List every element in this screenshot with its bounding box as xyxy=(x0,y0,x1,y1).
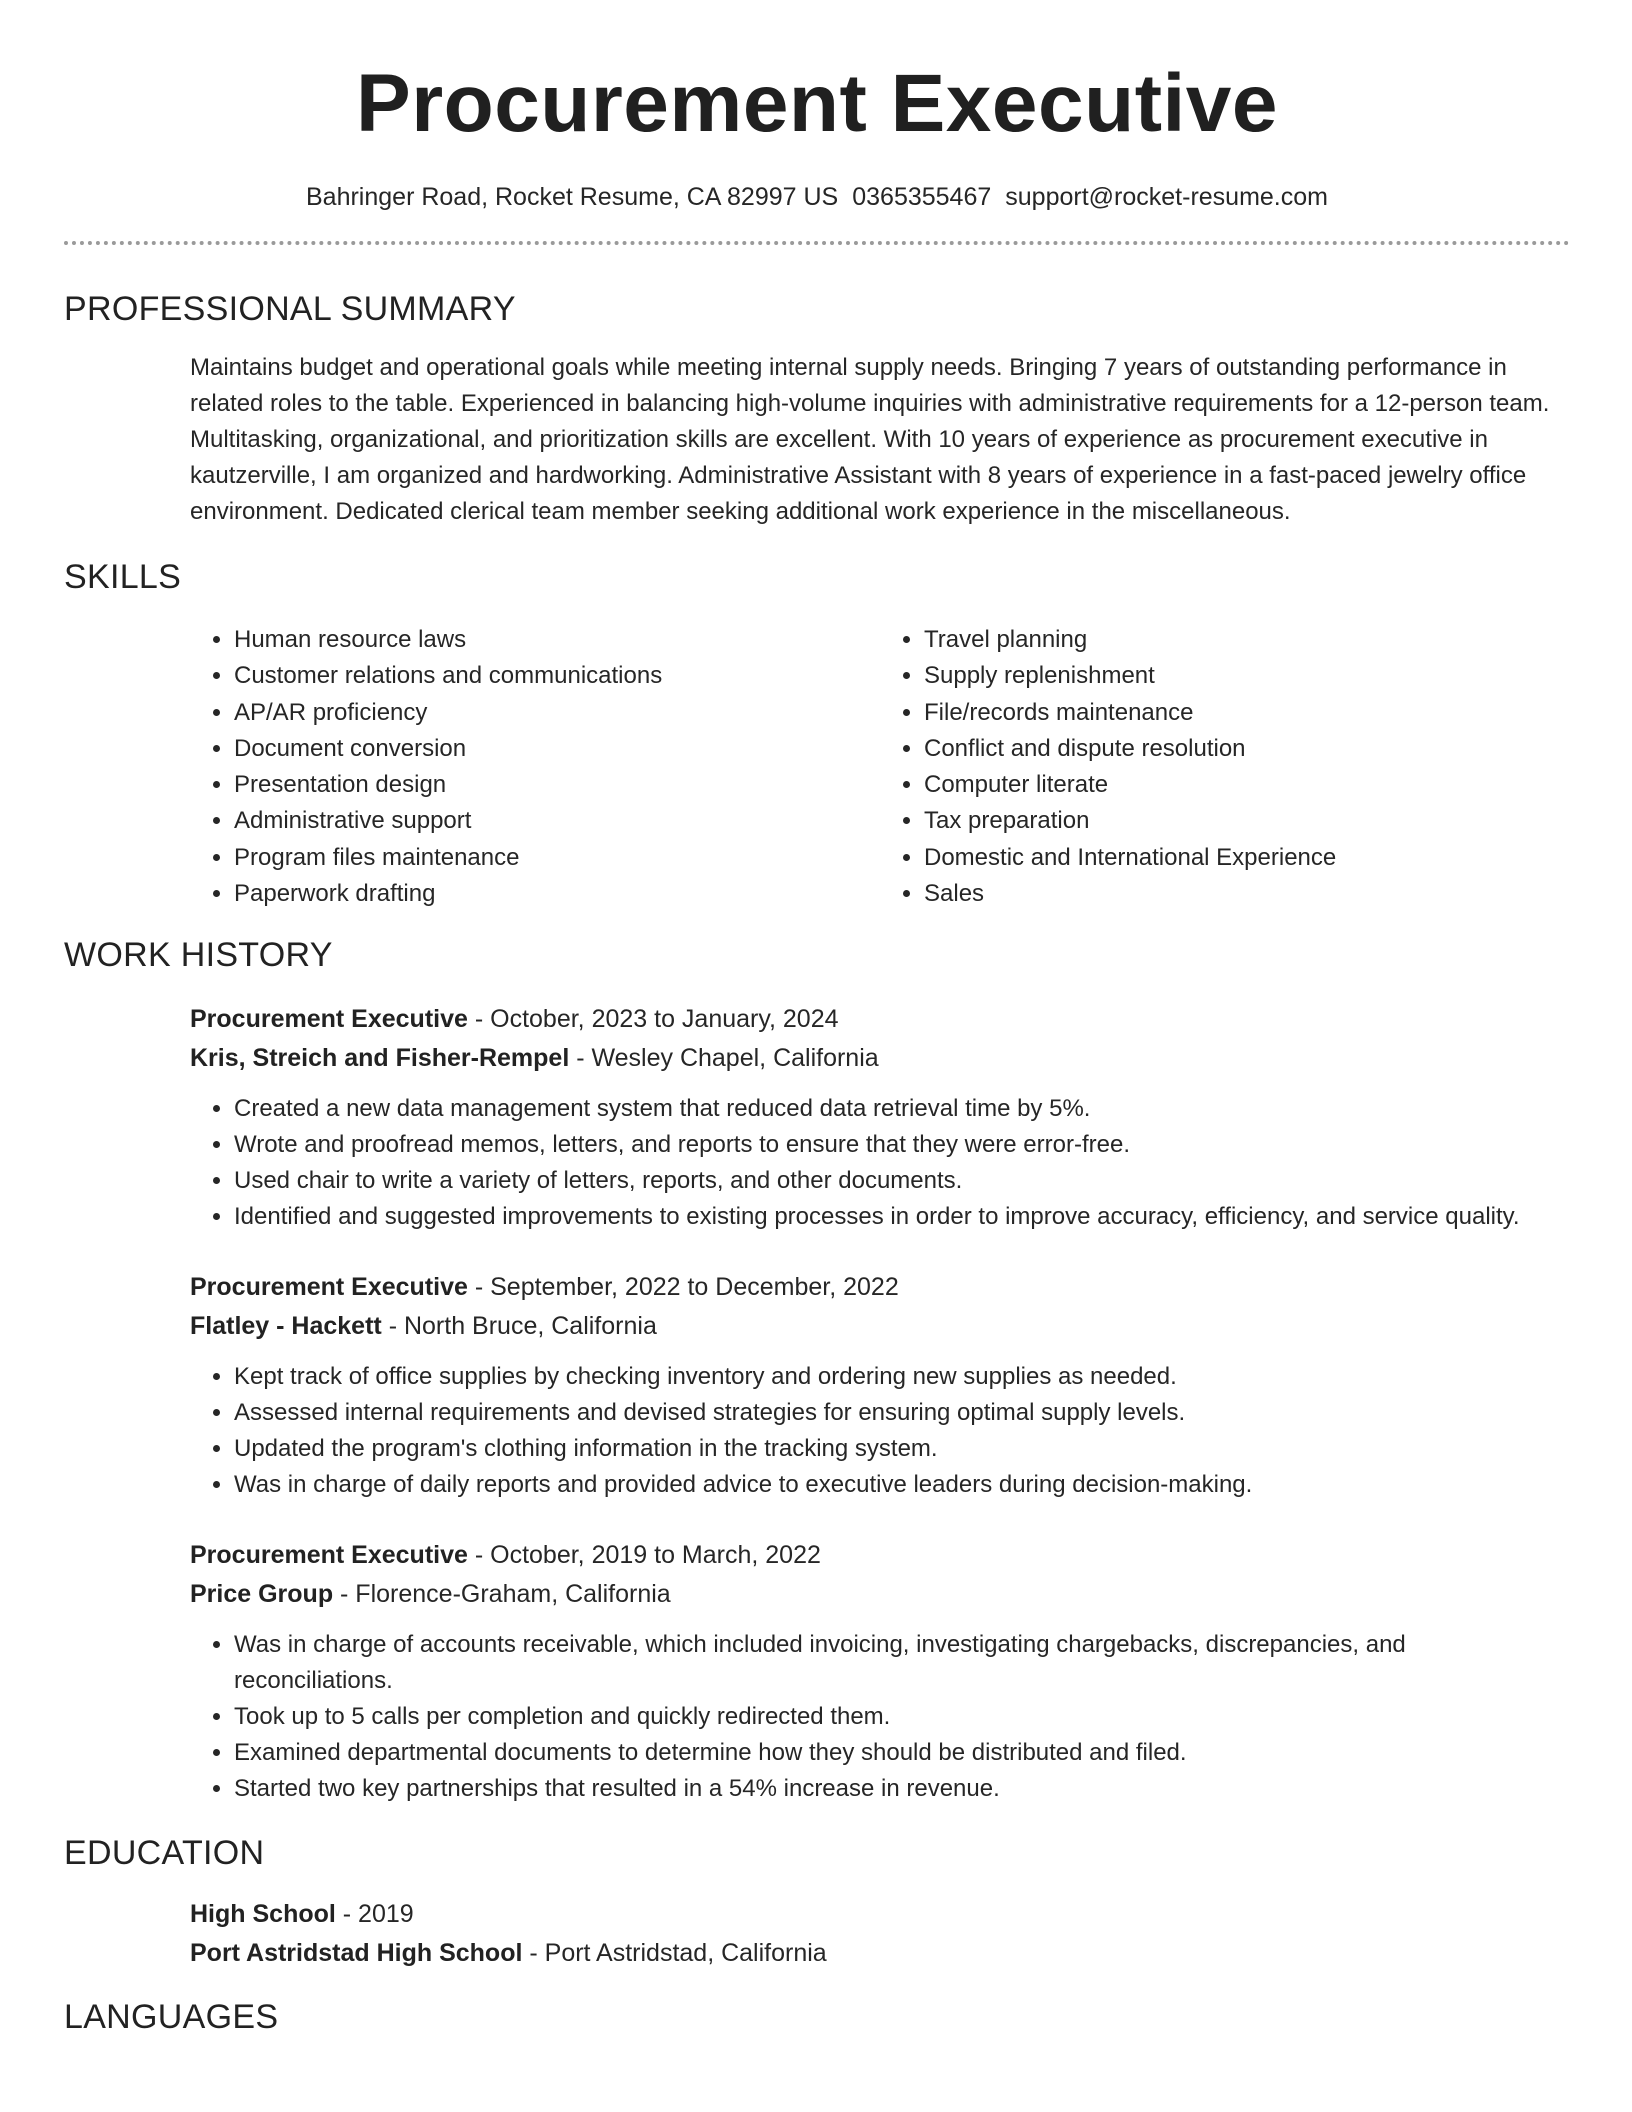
resume-page xyxy=(64,0,1570,2037)
education-entry xyxy=(190,1895,1570,1973)
job-bullet: • Kept track of office supplies by checking inventory and ordering new supplies as needed. xyxy=(234,1359,1570,1395)
job-dates: - October, 2019 to March, 2022 xyxy=(467,1541,821,1570)
skill-item: • Document conversion xyxy=(234,731,880,767)
summary-heading: PROFESSIONAL SUMMARY xyxy=(64,290,516,328)
job-bullets xyxy=(190,1091,1570,1235)
skill-item: • Travel planning xyxy=(924,622,1570,658)
job-location: - Florence-Graham, California xyxy=(333,1580,671,1609)
job-location: - Wesley Chapel, California xyxy=(569,1044,879,1073)
job-company-line xyxy=(190,1575,1570,1614)
education-year: - 2019 xyxy=(335,1900,414,1929)
header-divider xyxy=(64,241,1570,245)
job-bullets xyxy=(190,1359,1570,1503)
skill-item: • Sales xyxy=(924,876,1570,912)
education-school-line xyxy=(190,1934,1570,1973)
skills-column-right xyxy=(880,622,1570,912)
job-bullet: • Identified and suggested improvements to existing processes in order to improve accuracy, efficiency, and service quality. xyxy=(234,1199,1570,1235)
job-entry xyxy=(190,1536,1570,1807)
job-bullet: • Used chair to write a variety of letters, reports, and other documents. xyxy=(234,1163,1570,1199)
job-company: Price Group xyxy=(190,1580,334,1609)
skill-item: • Customer relations and communications xyxy=(234,658,880,694)
contact-phone: 0365355467 xyxy=(852,183,992,211)
job-bullet: • Assessed internal requirements and devised strategies for ensuring optimal supply levels. xyxy=(234,1395,1570,1431)
job-bullet: • Wrote and proofread memos, letters, and reports to ensure that they were error-free. xyxy=(234,1127,1570,1163)
skill-item: • Tax preparation xyxy=(924,803,1570,839)
job-bullet: • Created a new data management system that reduced data retrieval time by 5%. xyxy=(234,1091,1570,1127)
skill-item: • AP/AR proficiency xyxy=(234,695,880,731)
summary-text: Maintains budget and operational goals while meeting internal supply needs. Bringing 7 years of outstanding performance in related roles to the table. Experienced in balancing high-volume inquiries with administrative requirements for a 12-person team. Multitasking, organizational, and prioritization skills are excellent. With 10 years of experience as procurement executive in kautzerville, I am organized and hardworking. Administrative Assistant with 8 years of experience in a fast-paced jewelry office environment. Dedicated clerical team member seeking additional work experience in the miscellaneous. xyxy=(190,354,1550,525)
skills-column-left xyxy=(190,622,880,912)
job-title-line xyxy=(190,1536,1570,1575)
work-history-heading: WORK HISTORY xyxy=(64,936,333,975)
job-bullet: • Was in charge of accounts receivable, which included invoicing, investigating chargebacks, discrepancies, and reconciliations. xyxy=(234,1627,1570,1699)
skill-item: • Conflict and dispute resolution xyxy=(924,731,1570,767)
skill-item: • Human resource laws xyxy=(234,622,880,658)
job-company: Flatley - Hackett xyxy=(190,1312,382,1341)
skill-item: • File/records maintenance xyxy=(924,695,1570,731)
skill-item: • Program files maintenance xyxy=(234,840,880,876)
education-heading: EDUCATION xyxy=(64,1834,265,1873)
contact-address: Bahringer Road, Rocket Resume, CA 82997 US xyxy=(306,183,839,211)
languages-heading: LANGUAGES xyxy=(64,1998,279,2037)
job-bullet: • Took up to 5 calls per completion and quickly redirected them. xyxy=(234,1699,1570,1735)
job-bullet: • Updated the program's clothing information in the tracking system. xyxy=(234,1431,1570,1467)
job-location: - North Bruce, California xyxy=(381,1312,657,1341)
skills-list xyxy=(190,622,1570,912)
job-role: Procurement Executive xyxy=(190,1273,468,1302)
job-bullet: • Examined departmental documents to determine how they should be distributed and filed. xyxy=(234,1735,1570,1771)
job-bullet: • Was in charge of daily reports and provided advice to executive leaders during decision-making. xyxy=(234,1467,1570,1503)
job-company-line xyxy=(190,1307,1570,1346)
skills-heading: SKILLS xyxy=(64,558,182,596)
education-degree: High School xyxy=(190,1900,336,1929)
job-bullet: • Started two key partnerships that resulted in a 54% increase in revenue. xyxy=(234,1771,1570,1807)
job-title-line xyxy=(190,1268,1570,1307)
job-entry xyxy=(190,1000,1570,1235)
job-dates: - September, 2022 to December, 2022 xyxy=(467,1273,899,1302)
contact-line xyxy=(64,182,1570,212)
contact-email: support@rocket-resume.com xyxy=(1005,183,1328,211)
education-location: - Port Astridstad, California xyxy=(522,1939,827,1968)
skill-item: • Administrative support xyxy=(234,803,880,839)
job-role: Procurement Executive xyxy=(190,1541,468,1570)
job-dates: - October, 2023 to January, 2024 xyxy=(467,1005,839,1034)
skill-item: • Paperwork drafting xyxy=(234,876,880,912)
resume-name: Procurement Executive xyxy=(356,58,1278,149)
education-degree-line xyxy=(190,1895,1570,1934)
job-company-line xyxy=(190,1039,1570,1078)
skill-item: • Computer literate xyxy=(924,767,1570,803)
skill-item: • Presentation design xyxy=(234,767,880,803)
job-entry xyxy=(190,1268,1570,1503)
education-school: Port Astridstad High School xyxy=(190,1939,523,1968)
job-company: Kris, Streich and Fisher-Rempel xyxy=(190,1044,570,1073)
skill-item: • Supply replenishment xyxy=(924,658,1570,694)
job-role: Procurement Executive xyxy=(190,1005,468,1034)
skill-item: • Domestic and International Experience xyxy=(924,840,1570,876)
job-title-line xyxy=(190,1000,1570,1039)
job-bullets xyxy=(190,1627,1570,1807)
